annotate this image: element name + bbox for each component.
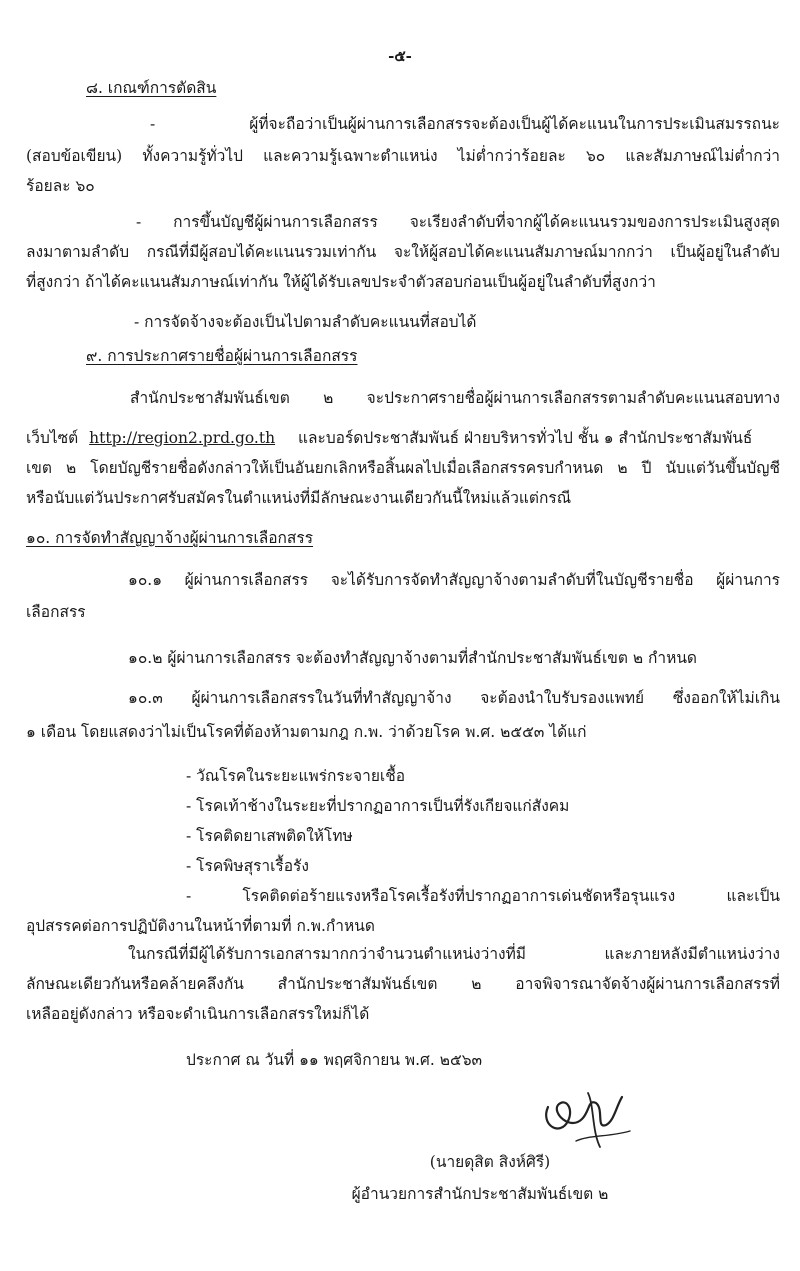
section-9-line2 xyxy=(26,428,780,448)
handwritten-signature xyxy=(530,1085,640,1155)
section-8-p3: - การจัดจ้างจะต้องเป็นไปตามลำดับคะแนนที่สอบได้ xyxy=(134,313,477,331)
disease-item: - โรคเท้าช้างในระยะที่ปรากฏอาการเป็นที่รังเกียจแก่สังคม xyxy=(186,797,570,815)
region2-website-link[interactable]: http://region2.prd.go.th xyxy=(89,429,276,447)
section-8-p1-line2: (สอบข้อเขียน) ทั้งความรู้ทั่วไป และความรู้เฉพาะตำแหน่ง ไม่ต่ำกว่าร้อยละ ๖๐ และสัมภาษณ์ไม่ต่ำกว่า xyxy=(26,147,780,165)
section-9-line3: เขต ๒ โดยบัญชีรายชื่อดังกล่าวให้เป็นอันยกเลิกหรือสิ้นผลไปเมื่อเลือกสรรครบกำหนด ๒ ปี นับแต่วันขึ้นบัญชี xyxy=(26,459,780,477)
section-8-p2-line2: ลงมาตามลำดับ กรณีที่มีผู้สอบได้คะแนนรวมเท่ากัน จะให้ผู้สอบได้คะแนนสัมภาษณ์มากกว่า เป็นผู้อยู่ในลำดับ xyxy=(26,243,780,261)
section-10-p4-line2: ลักษณะเดียวกันหรือคล้ายคลึงกัน สำนักประชาสัมพันธ์เขต ๒ อาจพิจารณาจัดจ้างผู้ผ่านการเลือกสรรที่ xyxy=(26,975,780,993)
board-text: และบอร์ดประชาสัมพันธ์ ฝ่ายบริหารทั่วไป ชั้น ๑ สำนักประชาสัมพันธ์ xyxy=(298,429,753,447)
section-10-p4-line3: เหลืออยู่ดังกล่าว หรือจะดำเนินการเลือกสรรใหม่ก็ได้ xyxy=(26,1005,370,1023)
page-number: -๕- xyxy=(388,47,412,65)
section-8-p2-line1: - การขึ้นบัญชีผู้ผ่านการเลือกสรร จะเรียงลำดับที่จากผู้ได้คะแนนรวมของการประเมินสูงสุด xyxy=(136,213,780,231)
website-label: เว็บไซต์ xyxy=(26,429,79,447)
section-8-heading: ๘. เกณฑ์การตัดสิน xyxy=(86,79,217,97)
disease-item: - โรคติดยาเสพติดให้โทษ xyxy=(186,827,353,845)
signer-name: (นายดุสิต สิงห์ศิรี) xyxy=(429,1153,551,1171)
signer-title: ผู้อำนวยการสำนักประชาสัมพันธ์เขต ๒ xyxy=(351,1185,609,1203)
section-10-3-line1: ๑๐.๓ ผู้ผ่านการเลือกสรรในวันที่ทำสัญญาจ้าง จะต้องนำใบรับรองแพทย์ ซึ่งออกให้ไม่เกิน xyxy=(128,689,780,707)
section-8-p2-line3: ที่สูงกว่า ถ้าได้คะแนนสัมภาษณ์เท่ากัน ให้ผู้ได้รับเลขประจำตัวสอบก่อนเป็นผู้อยู่ในลำดับที่สูงกว่า xyxy=(26,273,656,291)
section-10-1-line2: เลือกสรร xyxy=(26,603,86,621)
disease-item-continued: อุปสรรคต่อการปฏิบัติงานในหน้าที่ตามที่ ก.พ.กำหนด xyxy=(26,917,375,935)
disease-item: - โรคติดต่อร้ายแรงหรือโรคเรื้อรังที่ปรากฏอาการเด่นชัดหรือรุนแรง และเป็น xyxy=(186,887,780,905)
section-10-p4-line1: ในกรณีที่มีผู้ได้รับการเอกสารมากกว่าจำนวนตำแหน่งว่างที่มี และภายหลังมีตำแหน่งว่าง xyxy=(128,945,780,963)
announcement-date: ประกาศ ณ วันที่ ๑๑ พฤศจิกายน พ.ศ. ๒๕๖๓ xyxy=(186,1051,483,1069)
section-9-line4: หรือนับแต่วันประกาศรับสมัครในตำแหน่งที่มีลักษณะงานเดียวกันนี้ใหม่แล้วแต่กรณี xyxy=(26,489,572,507)
disease-item: - วัณโรคในระยะแพร่กระจายเชื้อ xyxy=(186,767,406,785)
section-10-heading: ๑๐. การจัดทำสัญญาจ้างผู้ผ่านการเลือกสรร xyxy=(26,529,314,547)
section-9-line1: สำนักประชาสัมพันธ์เขต ๒ จะประกาศรายชื่อผู้ผ่านการเลือกสรรตามลำดับคะแนนสอบทาง xyxy=(130,389,780,407)
section-10-1-line1: ๑๐.๑ ผู้ผ่านการเลือกสรร จะได้รับการจัดทำสัญญาจ้างตามลำดับที่ในบัญชีรายชื่อ ผู้ผ่านการ xyxy=(128,571,780,589)
section-8-p1-line1: - ผู้ที่จะถือว่าเป็นผู้ผ่านการเลือกสรรจะต้องเป็นผู้ได้คะแนนในการประเมินสมรรถนะ xyxy=(150,115,780,133)
section-8-p1-line3: ร้อยละ ๖๐ xyxy=(26,177,95,195)
section-10-2: ๑๐.๒ ผู้ผ่านการเลือกสรร จะต้องทำสัญญาจ้างตามที่สำนักประชาสัมพันธ์เขต ๒ กำหนด xyxy=(128,649,697,667)
section-10-3-line2: ๑ เดือน โดยแสดงว่าไม่เป็นโรคที่ต้องห้ามตามกฎ ก.พ. ว่าด้วยโรค พ.ศ. ๒๕๕๓ ได้แก่ xyxy=(26,723,587,741)
disease-item: - โรคพิษสุราเรื้อรัง xyxy=(186,857,309,875)
section-9-heading: ๙. การประกาศรายชื่อผู้ผ่านการเลือกสรร xyxy=(86,347,358,365)
